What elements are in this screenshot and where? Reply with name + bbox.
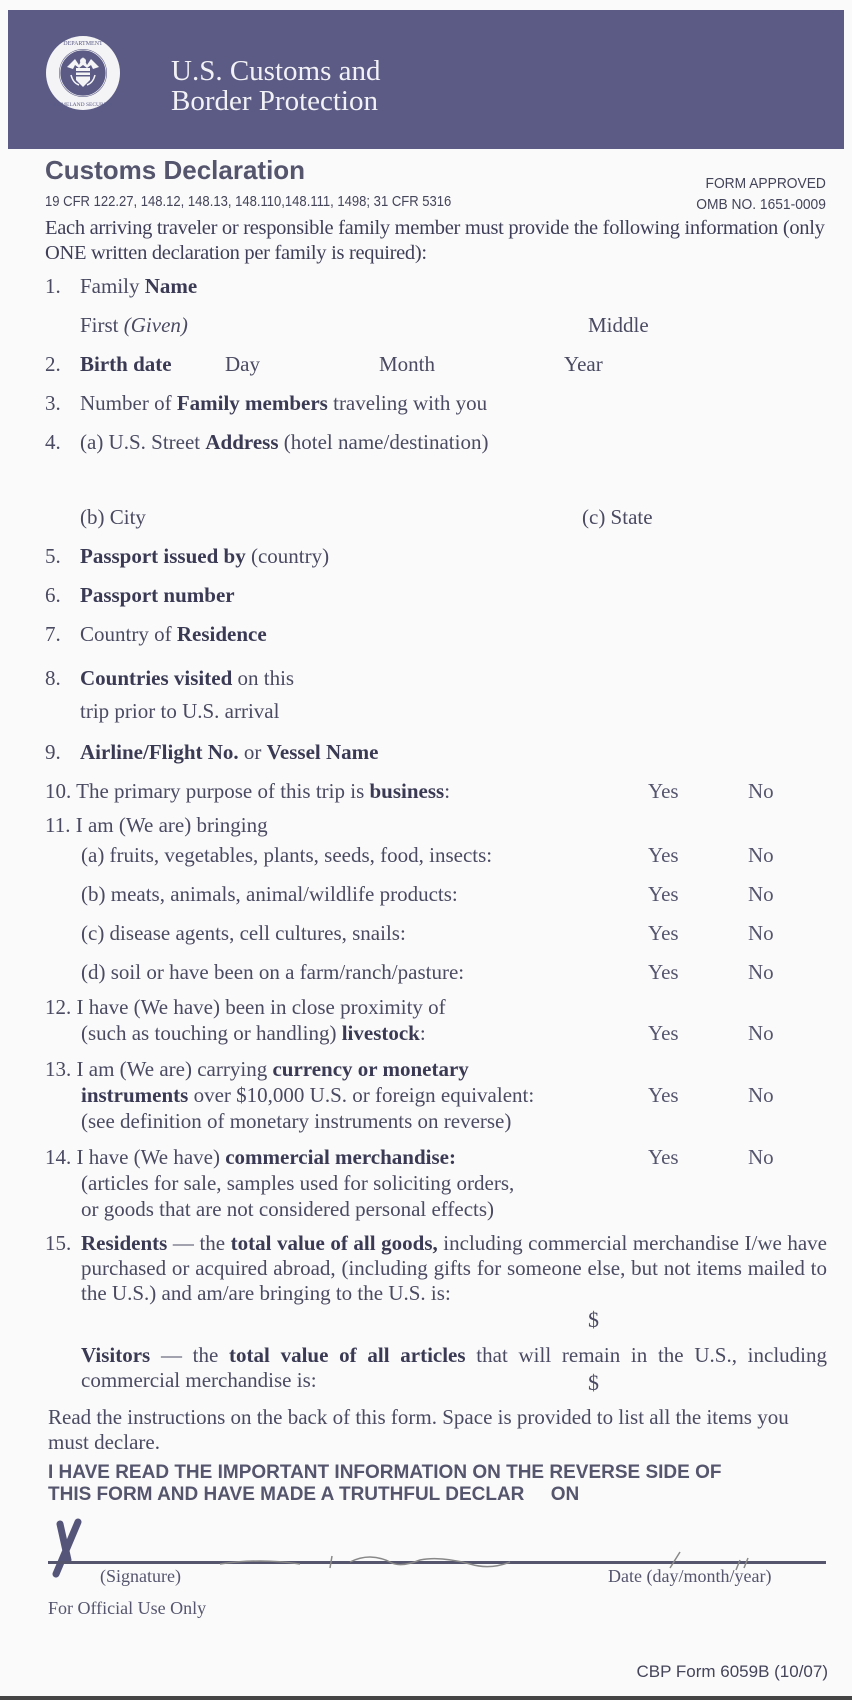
currency-line2 bbox=[81, 1083, 534, 1108]
q13-bold2: instruments bbox=[81, 1083, 189, 1107]
q10-number: 10. bbox=[45, 779, 72, 803]
q14-bold: commercial merchandise: bbox=[225, 1145, 456, 1169]
passport-issued-field[interactable] bbox=[80, 544, 329, 569]
q7-number: 7. bbox=[45, 622, 61, 646]
q13-post2: over $10,000 U.S. or foreign equivalent: bbox=[188, 1083, 535, 1107]
residents-bold: Residents bbox=[81, 1231, 168, 1255]
q11d-no-option[interactable]: No bbox=[748, 960, 774, 984]
attestation-line-2: THIS FORM AND HAVE MADE A TRUTHFUL DECLAR ON bbox=[48, 1484, 580, 1505]
q14-number: 14. bbox=[45, 1145, 72, 1169]
q13-no-option[interactable]: No bbox=[748, 1083, 774, 1107]
q10-bold: business bbox=[369, 779, 445, 803]
q12-yes-option[interactable]: Yes bbox=[648, 1021, 679, 1045]
visitors-rest: that will remain in the U.S., including commercial merchandise is: bbox=[81, 1343, 827, 1392]
attestation-line-1: I HAVE READ THE IMPORTANT INFORMATION ON THE REVERSE SIDE OF bbox=[48, 1462, 722, 1483]
q3-post: traveling with you bbox=[327, 391, 488, 415]
svg-text:HOMELAND SECURITY: HOMELAND SECURITY bbox=[53, 102, 113, 108]
signature-label: (Signature) bbox=[100, 1566, 181, 1586]
family-name-label[interactable] bbox=[80, 274, 197, 299]
q3-pre: Number of bbox=[80, 391, 177, 415]
q12-pre2: (such as touching or handling) bbox=[81, 1021, 342, 1045]
q11b-label: (b) meats, animals, animal/wildlife products: bbox=[81, 882, 458, 906]
agency-banner bbox=[8, 10, 844, 149]
q5-bold: Passport issued by bbox=[80, 544, 246, 568]
form-approved bbox=[696, 173, 826, 215]
q12-number: 12. bbox=[45, 995, 72, 1019]
q9-mid: or bbox=[238, 740, 267, 764]
family-name-prefix: Family bbox=[80, 274, 145, 298]
q11a-label: (a) fruits, vegetables, plants, seeds, food, insects: bbox=[81, 843, 493, 867]
visitors-value-field[interactable]: $ bbox=[588, 1370, 599, 1395]
q11c-yes-option[interactable]: Yes bbox=[648, 921, 679, 945]
currency-label bbox=[45, 1057, 469, 1082]
agency-line-2: Border Protection bbox=[171, 85, 378, 117]
q9-bold: Airline/Flight No. bbox=[80, 740, 239, 764]
q11-number: 11. bbox=[45, 813, 71, 837]
q10-post: : bbox=[444, 779, 451, 803]
residents-dash: — the bbox=[167, 1231, 231, 1255]
q11b-no-option[interactable]: No bbox=[748, 882, 774, 906]
page-edge bbox=[0, 1696, 852, 1700]
countries-visited-line2: trip prior to U.S. arrival bbox=[80, 699, 280, 723]
form-title: Customs Declaration bbox=[45, 155, 306, 185]
q11a-no-option[interactable]: No bbox=[748, 843, 774, 867]
q4-bold: Address bbox=[205, 430, 279, 454]
q12-post: : bbox=[419, 1021, 426, 1045]
agency-name bbox=[171, 56, 380, 116]
q12-bold: livestock bbox=[341, 1021, 420, 1045]
omb-number: OMB NO. 1651-0009 bbox=[696, 196, 826, 213]
q6-number: 6. bbox=[45, 583, 61, 607]
bringing-label bbox=[45, 813, 268, 838]
countries-visited-field[interactable] bbox=[80, 666, 294, 691]
cfr-reference: 19 CFR 122.27, 148.12, 148.13, 148.110,148.111, 1498; 31 CFR 5316 bbox=[45, 194, 452, 210]
visitors-dash: — the bbox=[150, 1343, 230, 1367]
currency-line3: (see definition of monetary instruments on reverse) bbox=[81, 1109, 512, 1133]
attestation bbox=[48, 1462, 721, 1506]
visitors-text bbox=[81, 1343, 827, 1393]
merchandise-label bbox=[45, 1145, 456, 1170]
q4-pre: (a) U.S. Street bbox=[80, 430, 206, 454]
q13-pre: I am (We are) carrying bbox=[71, 1057, 273, 1081]
q11d-yes-option[interactable]: Yes bbox=[648, 960, 679, 984]
q9-number: 9. bbox=[45, 740, 61, 764]
visitors-bold: Visitors bbox=[81, 1343, 151, 1367]
q14-pre: I have (We have) bbox=[71, 1145, 226, 1169]
birth-year-field[interactable]: Year bbox=[564, 352, 603, 376]
birth-day-field[interactable]: Day bbox=[225, 352, 260, 376]
first-name-text: First bbox=[80, 313, 124, 337]
q12-no-option[interactable]: No bbox=[748, 1021, 774, 1045]
proximity-label bbox=[45, 995, 446, 1020]
family-name-bold: Name bbox=[144, 274, 198, 298]
q11b-yes-option[interactable]: Yes bbox=[648, 882, 679, 906]
state-field[interactable]: (c) State bbox=[582, 505, 653, 529]
q13-bold: currency or monetary bbox=[272, 1057, 469, 1081]
q7-pre: Country of bbox=[80, 622, 177, 646]
agency-line-1: U.S. Customs and bbox=[171, 55, 381, 87]
q9-bold2: Vessel Name bbox=[266, 740, 379, 764]
given-text: (Given) bbox=[123, 313, 188, 337]
q1-number: 1. bbox=[45, 274, 61, 298]
flight-field[interactable] bbox=[80, 740, 378, 765]
residents-text bbox=[81, 1231, 827, 1306]
q8-bold: Countries visited bbox=[80, 666, 233, 690]
svg-text:DEPARTMENT: DEPARTMENT bbox=[63, 41, 103, 47]
residents-bold2: total value of all goods, bbox=[230, 1231, 438, 1255]
q13-yes-option[interactable]: Yes bbox=[648, 1083, 679, 1107]
q3-bold: Family members bbox=[176, 391, 328, 415]
q6-bold: Passport number bbox=[80, 583, 235, 607]
q4-post: (hotel name/destination) bbox=[278, 430, 489, 454]
q10-no-option[interactable]: No bbox=[748, 779, 774, 803]
merchandise-line3: or goods that are not considered personal effects) bbox=[81, 1197, 495, 1221]
q3-number: 3. bbox=[45, 391, 61, 415]
q12-line1: I have (We have) been in close proximity of bbox=[71, 995, 446, 1019]
residents-rest: including commercial merchandise I/we have purchased or acquired abroad, (including gifts for someone else, but not items mailed to the U.S.) and am/are bringing to the U.S. is: bbox=[81, 1231, 827, 1305]
q11a-yes-option[interactable]: Yes bbox=[648, 843, 679, 867]
livestock-label bbox=[81, 1021, 426, 1046]
q11d-label: (d) soil or have been on a farm/ranch/pasture: bbox=[81, 960, 465, 984]
q10-pre: The primary purpose of this trip is bbox=[71, 779, 370, 803]
city-field[interactable]: (b) City bbox=[80, 505, 146, 529]
form-id: CBP Form 6059B (10/07) bbox=[636, 1662, 828, 1681]
residence-field[interactable] bbox=[80, 622, 267, 647]
visitors-bold2: total value of all articles bbox=[229, 1343, 466, 1367]
q14-yes-option[interactable]: Yes bbox=[648, 1145, 679, 1169]
q8-number: 8. bbox=[45, 666, 61, 690]
q2-number: 2. bbox=[45, 352, 61, 376]
instructions-text: Read the instructions on the back of this form. Space is provided to list all the items you must declare. bbox=[48, 1405, 789, 1454]
first-name-label[interactable] bbox=[80, 313, 188, 338]
q7-bold: Residence bbox=[176, 622, 267, 646]
q11-pre: I am (We are) bringing bbox=[70, 813, 268, 837]
birth-date-label bbox=[80, 352, 172, 377]
q15-number: 15. bbox=[45, 1231, 72, 1255]
q4-number: 4. bbox=[45, 430, 61, 454]
family-members-label[interactable] bbox=[80, 391, 487, 416]
q14-no-option[interactable]: No bbox=[748, 1145, 774, 1169]
address-label[interactable] bbox=[80, 430, 488, 455]
middle-name-label[interactable]: Middle bbox=[588, 313, 649, 337]
approved-label: FORM APPROVED bbox=[705, 175, 826, 192]
q8-post: on this bbox=[232, 666, 295, 690]
q5-number: 5. bbox=[45, 544, 61, 568]
passport-number-field[interactable] bbox=[80, 583, 235, 608]
merchandise-line2: (articles for sale, samples used for soliciting orders, bbox=[81, 1171, 515, 1195]
q11c-no-option[interactable]: No bbox=[748, 921, 774, 945]
intro-text: Each arriving traveler or responsible family member must provide the following information (only ONE written declaration per family is required): bbox=[45, 217, 825, 264]
q13-number: 13. bbox=[45, 1057, 72, 1081]
date-field[interactable]: Date (day/month/year) bbox=[608, 1566, 772, 1586]
birth-month-field[interactable]: Month bbox=[379, 352, 436, 376]
birth-date-bold: Birth date bbox=[80, 352, 172, 376]
q11c-label: (c) disease agents, cell cultures, snails: bbox=[81, 921, 406, 945]
dhs-seal-logo bbox=[45, 35, 121, 111]
business-purpose-label bbox=[45, 779, 450, 804]
q10-yes-option[interactable]: Yes bbox=[648, 779, 679, 803]
signature-x-mark bbox=[48, 1518, 108, 1578]
official-use-label: For Official Use Only bbox=[48, 1598, 207, 1618]
q5-post: (country) bbox=[245, 544, 330, 568]
residents-value-field[interactable]: $ bbox=[588, 1307, 599, 1332]
